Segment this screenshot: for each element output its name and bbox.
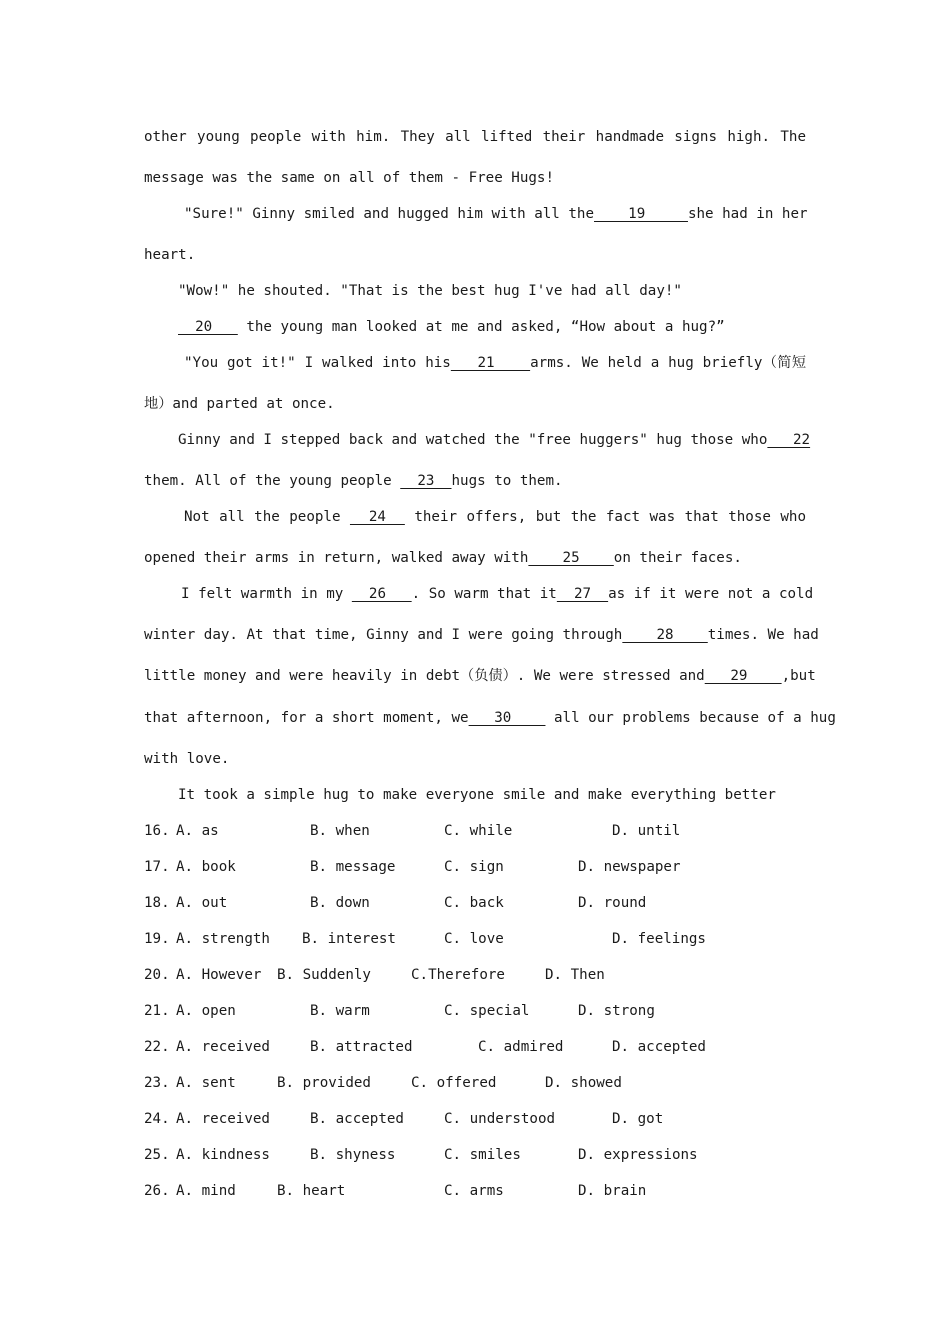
option-d: D. strong [578, 1003, 655, 1019]
option-d: D. brain [578, 1183, 647, 1199]
passage-line: with love. [144, 751, 230, 767]
question-options-19 [144, 929, 806, 949]
passage-line: other young people with him. They all lifted their handmade signs high. The [144, 129, 806, 145]
option-b: B. shyness [310, 1147, 396, 1163]
blank-27: 27 [556, 586, 609, 602]
option-d: D. until [612, 823, 681, 839]
question-options-25 [144, 1145, 806, 1165]
option-a: A. mind [176, 1183, 236, 1199]
question-number: 20. [144, 967, 170, 983]
blank-21: 21 [450, 355, 531, 371]
blank-25: 25 [528, 550, 614, 566]
option-d: D. round [578, 895, 647, 911]
question-options-26 [144, 1181, 806, 1201]
question-number: 23. [144, 1075, 170, 1091]
blank-20: 20 [178, 319, 238, 335]
passage-line: "You got it!" I walked into his 21 arms. We held a hug briefly（简短 [184, 355, 807, 371]
passage-line: Ginny and I stepped back and watched the "free huggers" hug those who 22 [178, 432, 811, 448]
question-number: 25. [144, 1147, 170, 1163]
option-c: C.Therefore [411, 967, 505, 983]
option-b: B. when [310, 823, 370, 839]
option-c: C. offered [411, 1075, 497, 1091]
blank-22: 22 [767, 432, 811, 448]
passage-line: them. All of the young people 23 hugs to them. [144, 473, 563, 489]
option-b: B. accepted [310, 1111, 404, 1127]
blank-29: 29 [704, 668, 782, 684]
option-d: D. showed [545, 1075, 622, 1091]
question-number: 18. [144, 895, 170, 911]
question-number: 21. [144, 1003, 170, 1019]
blank-19: 19 [594, 206, 688, 222]
passage-line: 地）and parted at once. [144, 396, 335, 412]
option-b: B. down [310, 895, 370, 911]
question-number: 16. [144, 823, 170, 839]
question-options-18 [144, 893, 806, 913]
option-a: A. strength [176, 931, 270, 947]
question-number: 19. [144, 931, 170, 947]
option-d: D. newspaper [578, 859, 681, 875]
passage-line: little money and were heavily in debt（负债）. We were stressed and 29 ,but [144, 668, 816, 684]
question-options-17 [144, 857, 806, 877]
blank-26: 26 [351, 586, 412, 602]
option-a: A. However [176, 967, 262, 983]
option-c: C. admired [478, 1039, 564, 1055]
passage-line: opened their arms in return, walked away with 25 on their faces. [144, 550, 742, 566]
passage-line: message was the same on all of them - Free Hugs! [144, 170, 554, 186]
passage-line: that afternoon, for a short moment, we 30 all our problems because of a hug [144, 710, 836, 726]
passage-line: heart. [144, 247, 196, 263]
option-d: D. expressions [578, 1147, 698, 1163]
passage-line: "Wow!" he shouted. "That is the best hug I've had all day!" [178, 283, 682, 299]
option-c: C. back [444, 895, 504, 911]
passage-line: "Sure!" Ginny smiled and hugged him with all the 19 she had in her [184, 206, 808, 222]
passage-line: Not all the people 24 their offers, but the fact was that those who [184, 509, 806, 525]
question-options-24 [144, 1109, 806, 1129]
option-a: A. open [176, 1003, 236, 1019]
option-c: C. sign [444, 859, 504, 875]
blank-30: 30 [468, 710, 546, 726]
question-options-16 [144, 821, 806, 841]
blank-24: 24 [349, 509, 405, 525]
option-a: A. sent [176, 1075, 236, 1091]
option-d: D. got [612, 1111, 664, 1127]
question-number: 22. [144, 1039, 170, 1055]
option-b: B. attracted [310, 1039, 413, 1055]
option-b: B. heart [277, 1183, 346, 1199]
option-a: A. as [176, 823, 219, 839]
question-number: 24. [144, 1111, 170, 1127]
option-a: A. book [176, 859, 236, 875]
passage-line: winter day. At that time, Ginny and I were going through 28 times. We had [144, 627, 819, 643]
option-c: C. understood [444, 1111, 556, 1127]
option-b: B. interest [302, 931, 396, 947]
option-d: D. Then [545, 967, 605, 983]
option-b: B. message [310, 859, 396, 875]
option-a: A. received [176, 1039, 270, 1055]
option-c: C. special [444, 1003, 530, 1019]
question-number: 26. [144, 1183, 170, 1199]
option-b: B. warm [310, 1003, 370, 1019]
option-c: C. love [444, 931, 504, 947]
question-number: 17. [144, 859, 170, 875]
blank-23: 23 [400, 473, 452, 489]
blank-28: 28 [622, 627, 708, 643]
option-d: D. accepted [612, 1039, 706, 1055]
option-b: B. Suddenly [277, 967, 371, 983]
passage-line: I felt warmth in my 26 . So warm that it 27 as if it were not a cold [181, 586, 814, 602]
option-a: A. received [176, 1111, 270, 1127]
question-options-23 [144, 1073, 806, 1093]
question-options-20 [144, 965, 806, 985]
question-options-21 [144, 1001, 806, 1021]
option-c: C. smiles [444, 1147, 521, 1163]
option-c: C. while [444, 823, 513, 839]
option-b: B. provided [277, 1075, 371, 1091]
option-d: D. feelings [612, 931, 706, 947]
option-a: A. kindness [176, 1147, 270, 1163]
question-options-22 [144, 1037, 806, 1057]
passage-line: It took a simple hug to make everyone smile and make everything better [178, 787, 776, 803]
option-a: A. out [176, 895, 228, 911]
passage-line: 20 the young man looked at me and asked, “How about a hug?” [178, 319, 725, 335]
option-c: C. arms [444, 1183, 504, 1199]
